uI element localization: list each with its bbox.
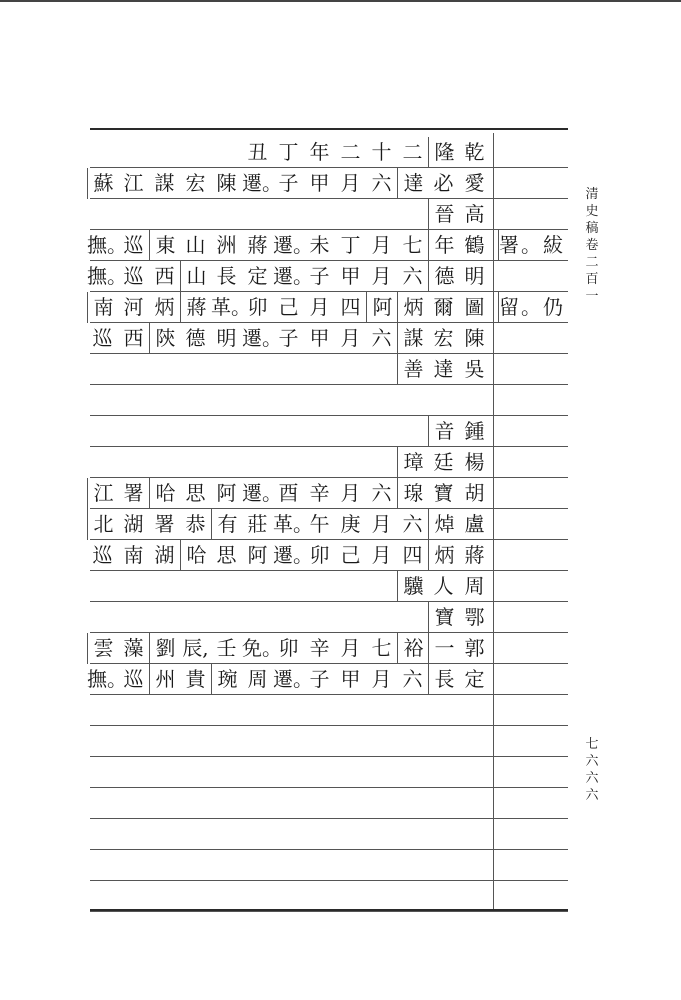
- table-cell: 音: [428, 416, 460, 447]
- table-cell: 卯: [309, 543, 330, 567]
- table-cell: 必: [433, 171, 454, 195]
- table-cell: 恭: [185, 512, 206, 536]
- table-cell: 山: [180, 261, 212, 292]
- table-cell: 一: [428, 633, 460, 664]
- table-cell: 遷。: [273, 264, 313, 288]
- table-row: [90, 385, 490, 416]
- table-row: [90, 354, 490, 385]
- table-cell: 遷。: [273, 667, 313, 691]
- table-cell: 巡: [123, 667, 144, 691]
- table-cell: 琬: [211, 664, 243, 695]
- table-cell: 壬: [216, 636, 237, 660]
- side-note-text: 留。仍: [498, 292, 561, 323]
- table-cell: 隆: [428, 137, 460, 168]
- table-row: [90, 478, 490, 509]
- table-cell: 江: [87, 478, 119, 509]
- table-cell: 巡: [123, 264, 144, 288]
- table-cell: 鍾: [464, 419, 485, 443]
- table-cell: 南: [123, 543, 144, 567]
- table-cell: 裕: [397, 633, 429, 664]
- table-cell: 子: [278, 326, 299, 350]
- table-cell: 月: [340, 171, 361, 195]
- table-cell: 七: [402, 233, 423, 257]
- table-cell: 二: [402, 140, 423, 164]
- table-row: [90, 447, 490, 478]
- table-cell: 劉: [149, 633, 181, 664]
- table-cell: 長: [428, 664, 460, 695]
- table-cell: 州: [149, 664, 181, 695]
- table-cell: 定: [464, 667, 485, 691]
- table-cell: 丁: [340, 233, 361, 257]
- table-cell: 宏: [433, 326, 454, 350]
- table-cell: 十: [371, 140, 392, 164]
- rule-line: [90, 849, 568, 850]
- table-cell: 陳: [216, 171, 237, 195]
- table-cell: 署: [154, 512, 175, 536]
- table-cell: 月: [309, 295, 330, 319]
- table-cell: 達: [433, 357, 454, 381]
- table-cell: 楊: [464, 450, 485, 474]
- table-cell: 明: [216, 326, 237, 350]
- table-row: [90, 416, 490, 447]
- table-cell: 巡: [92, 326, 113, 350]
- table-cell: 郭: [464, 636, 485, 660]
- table-cell: 盧: [464, 512, 485, 536]
- table-cell: 月: [371, 667, 392, 691]
- table-row: [90, 137, 490, 168]
- table-cell: 六: [402, 512, 423, 536]
- table-row: [87, 664, 490, 695]
- table-cell: 署: [123, 481, 144, 505]
- table-cell: 達: [397, 168, 429, 199]
- table-cell: 周: [464, 574, 485, 598]
- table-cell: 庚: [340, 512, 361, 536]
- table-cell: 湖: [154, 543, 175, 567]
- table-cell: 吳: [464, 357, 485, 381]
- rule-line: [90, 911, 568, 912]
- top-border: [0, 0, 681, 2]
- table-cell: 寶: [428, 602, 460, 633]
- table-cell: 莊: [247, 512, 268, 536]
- table-cell: 巡: [123, 233, 144, 257]
- table-cell: 六: [402, 264, 423, 288]
- table-cell: 謀: [154, 171, 175, 195]
- table-cell: 湖: [123, 512, 144, 536]
- table-cell: 七: [371, 636, 392, 660]
- table-cell: 辛: [309, 636, 330, 660]
- rule-line: [90, 128, 568, 130]
- table-row: [87, 261, 490, 292]
- table-cell: 有: [211, 509, 243, 540]
- table-cell: 雲: [87, 633, 119, 664]
- table-cell: 寶: [433, 481, 454, 505]
- table-cell: 己: [278, 295, 299, 319]
- table-cell: 周: [247, 667, 268, 691]
- table-cell: 己: [340, 543, 361, 567]
- table-cell: 愛: [464, 171, 485, 195]
- table-cell: 貴: [185, 667, 206, 691]
- table-cell: 子: [278, 171, 299, 195]
- table-cell: 午: [309, 512, 330, 536]
- table-row: [90, 509, 490, 540]
- table-cell: 德: [185, 326, 206, 350]
- table-cell: 洲: [216, 233, 237, 257]
- table-cell: 六: [371, 171, 392, 195]
- table-cell: 四: [402, 543, 423, 567]
- table-row: [87, 230, 490, 261]
- table-cell: 阿: [247, 543, 268, 567]
- rule-line: [90, 909, 568, 911]
- table-cell: 卯: [278, 636, 299, 660]
- table-cell: 東: [149, 230, 181, 261]
- table-cell: 六: [402, 667, 423, 691]
- table-cell: 子: [309, 667, 330, 691]
- table-cell: 二: [340, 140, 361, 164]
- table-cell: 辰,: [182, 636, 209, 660]
- table-cell: 善: [397, 354, 429, 385]
- table-cell: 哈: [180, 540, 212, 571]
- table-cell: 河: [123, 295, 144, 319]
- table-cell: 鄂: [464, 605, 485, 629]
- table-cell: 西: [123, 326, 144, 350]
- table-cell: 思: [185, 481, 206, 505]
- table-cell: 月: [371, 512, 392, 536]
- table-cell: 甲: [340, 264, 361, 288]
- table-cell: 六: [371, 481, 392, 505]
- column-divider: [493, 133, 494, 909]
- rule-line: [90, 725, 568, 726]
- table-cell: 甲: [309, 171, 330, 195]
- table-cell: 遷。: [242, 171, 282, 195]
- page-number: 七六六六: [585, 737, 599, 803]
- table-cell: 廷: [433, 450, 454, 474]
- table-cell: 北: [87, 509, 119, 540]
- table-row: [90, 571, 490, 602]
- table-cell: 明: [464, 264, 485, 288]
- table-cell: 驥: [397, 571, 429, 602]
- rule-line: [90, 756, 568, 757]
- table-cell: 南: [87, 292, 119, 323]
- table-cell: 革。: [273, 512, 313, 536]
- table-cell: 炳: [154, 295, 175, 319]
- table-cell: 撫。: [87, 667, 127, 691]
- table-cell: 藻: [123, 636, 144, 660]
- table-cell: 遷。: [242, 481, 282, 505]
- table-cell: 瑔: [397, 478, 429, 509]
- table-cell: 陝: [149, 323, 181, 354]
- rule-line: [90, 880, 568, 881]
- table-cell: 炳: [428, 540, 460, 571]
- side-note: [496, 292, 566, 323]
- table-cell: 謀: [397, 323, 429, 354]
- table-cell: 胡: [464, 481, 485, 505]
- table-cell: 年: [428, 230, 460, 261]
- table-cell: 江: [123, 171, 144, 195]
- table-row: [90, 323, 490, 354]
- table-cell: 長: [216, 264, 237, 288]
- table-cell: 山: [185, 233, 206, 257]
- table-cell: 宏: [185, 171, 206, 195]
- side-note-text: 署。紱: [498, 230, 561, 261]
- table-cell: 焯: [428, 509, 460, 540]
- table-cell: 德: [428, 261, 460, 292]
- table-cell: 晉: [428, 199, 460, 230]
- table-row: [90, 633, 490, 664]
- table-cell: 乾: [464, 140, 485, 164]
- table-cell: 遷。: [273, 543, 313, 567]
- side-note: [496, 230, 566, 261]
- table-cell: 月: [371, 233, 392, 257]
- page-header: 清史稿卷二百一: [585, 187, 599, 304]
- table-cell: 卯: [247, 295, 268, 319]
- table-cell: 年: [309, 140, 330, 164]
- table-cell: 蔣: [247, 233, 268, 257]
- table-cell: 巡: [92, 543, 113, 567]
- table-cell: 四: [340, 295, 361, 319]
- table-cell: 子: [309, 264, 330, 288]
- rule-line: [90, 787, 568, 788]
- table-cell: 鶴: [464, 233, 485, 257]
- table-cell: 圖: [464, 295, 485, 319]
- table-cell: 蘇: [87, 168, 119, 199]
- table-cell: 璋: [397, 447, 429, 478]
- table-cell: 月: [340, 636, 361, 660]
- table-cell: 六: [371, 326, 392, 350]
- table-row: [90, 602, 490, 633]
- table-cell: 免。: [242, 636, 282, 660]
- table-cell: 甲: [309, 326, 330, 350]
- table-cell: 爾: [433, 295, 454, 319]
- table-cell: 革。: [211, 295, 251, 319]
- table-cell: 丁: [278, 140, 299, 164]
- table-cell: 高: [464, 202, 485, 226]
- table-row: [90, 540, 490, 571]
- table-cell: 遷。: [242, 326, 282, 350]
- table-cell: 丑: [247, 140, 268, 164]
- table-cell: 思: [216, 543, 237, 567]
- table-cell: 哈: [149, 478, 181, 509]
- table-cell: 蔣: [180, 292, 212, 323]
- table-cell: 阿: [216, 481, 237, 505]
- table-cell: 阿: [366, 292, 398, 323]
- table-cell: 月: [371, 543, 392, 567]
- rule-line: [90, 818, 568, 819]
- table-row: [90, 168, 490, 199]
- table-cell: 撫。: [87, 233, 127, 257]
- table-cell: 酉: [278, 481, 299, 505]
- table-cell: 辛: [309, 481, 330, 505]
- table-cell: 撫。: [87, 264, 127, 288]
- table-cell: 炳: [397, 292, 429, 323]
- table-cell: 甲: [340, 667, 361, 691]
- table-cell: 遷。: [273, 233, 313, 257]
- table-cell: 月: [340, 326, 361, 350]
- table-cell: 蔣: [464, 543, 485, 567]
- table-cell: 月: [371, 264, 392, 288]
- table-row: [90, 199, 490, 230]
- table-cell: 西: [154, 264, 175, 288]
- table-row: [90, 292, 490, 323]
- table-cell: 定: [247, 264, 268, 288]
- table-cell: 陳: [464, 326, 485, 350]
- table-cell: 未: [309, 233, 330, 257]
- table-cell: 月: [340, 481, 361, 505]
- table-cell: 人: [433, 574, 454, 598]
